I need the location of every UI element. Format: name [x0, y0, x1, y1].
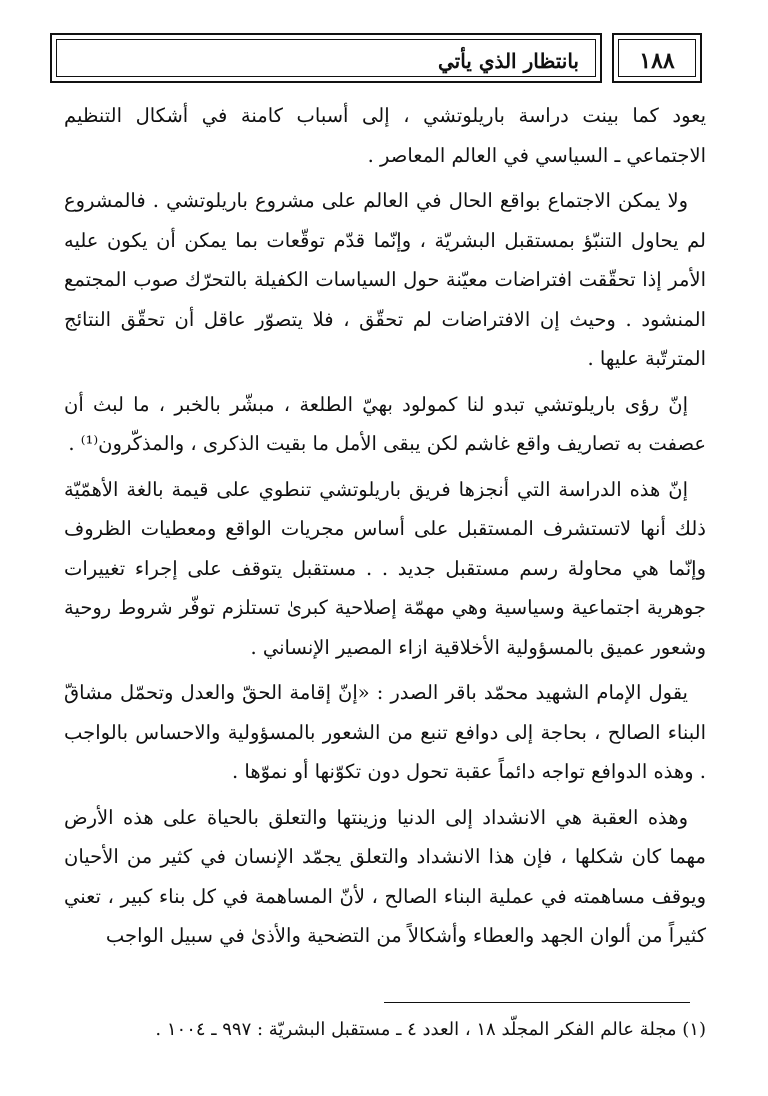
paragraph-4: إنّ هذه الدراسة التي أنجزها فريق باريلوتشي تنطوي على قيمة بالغة الأهمّيّة ذلك أنها لاتستشرف المستقبل على أساس مجريات الواقع ومعطيات الظروف وإنّما هي محاولة رسم مستقبل جديد . . مستقبل يتوقف على إجراء تغييرات جوهرية اجتماعية وسياسية وهي مهمّة إصلاحية كبرىٰ تستلزم توفّر شروط روحية وشعور عميق بالمسؤولية الأخلاقية ازاء المصير الإنساني . — [64, 477, 706, 659]
page-number-box — [612, 33, 702, 83]
paragraph-6: وهذه العقبة هي الانشداد إلى الدنيا وزينتها والتعلق بالحياة على هذه الأرض مهما كان شكلها ، فإن هذا الانشداد والتعلق يجمّد الإنسان في كثير من الأحيان ويوقف مساهمته في عملية البناء الصالح ، لأنّ المساهمة في كل بناء كبير ، تعني كثيراً من ألوان الجهد والعطاء وأشكالاً من التضحية والأذىٰ في سبيل الواجب — [64, 805, 706, 947]
body-text — [64, 96, 706, 962]
header-title-box — [50, 33, 602, 83]
page-number: ١٨٨ — [639, 48, 675, 74]
paragraph-1: يعود كما بينت دراسة باريلوتشي ، إلى أسباب كامنة في أشكال التنظيم الاجتماعي ـ السياسي في العالم المعاصر . — [64, 104, 706, 167]
book-title: بانتظار الذي يأتي — [437, 49, 579, 73]
page-number-box-inner — [618, 39, 696, 77]
footnote: (١) مجلة عالم الفكر المجلّد ١٨ ، العدد ٤ ـ مستقبل البشريّة : ٩٩٧ ـ ١٠٠٤ . — [155, 1019, 706, 1040]
footnote-separator — [384, 1002, 690, 1003]
paragraph-2: ولا يمكن الاجتماع بواقع الحال في العالم على مشروع باريلوتشي . فالمشروع لم يحاول التنبّؤ بمستقبل البشريّة ، وإنّما قدّم توقّعات بما يمكن أن يكون عليه الأمر إذا تحقّقت افتراضات معيّنة حول السياسات الكفيلة بالتحرّك صوب المجتمع المنشود . وحيث إن الافتراضات لم تحقّق ، فلا يتصوّر عاقل أن تحقّق النتائج المترتّبة عليها . — [64, 189, 706, 370]
paragraph-3: إنّ رؤى باريلوتشي تبدو لنا كمولود بهيّ الطلعة ، مبشّر بالخبر ، ما لبث أن عصفت به تصاريف واقع غاشم لكن يبقى الأمل ما بقيت الذكرى ، والمذكّرون⁽¹⁾ . — [64, 392, 706, 455]
paragraph-5: يقول الإمام الشهيد محمّد باقر الصدر : «إنّ إقامة الحقّ والعدل وتحمّل مشاقّ البناء الصالح ، بحاجة إلى دوافع تنبع من الشعور بالمسؤولية والاحساس بالواجب . وهذه الدوافع تواجه دائماً عقبة تحول دون تكوّنها أو نموّها . — [64, 681, 706, 783]
running-header — [50, 33, 702, 83]
header-title-box-inner — [56, 39, 596, 77]
